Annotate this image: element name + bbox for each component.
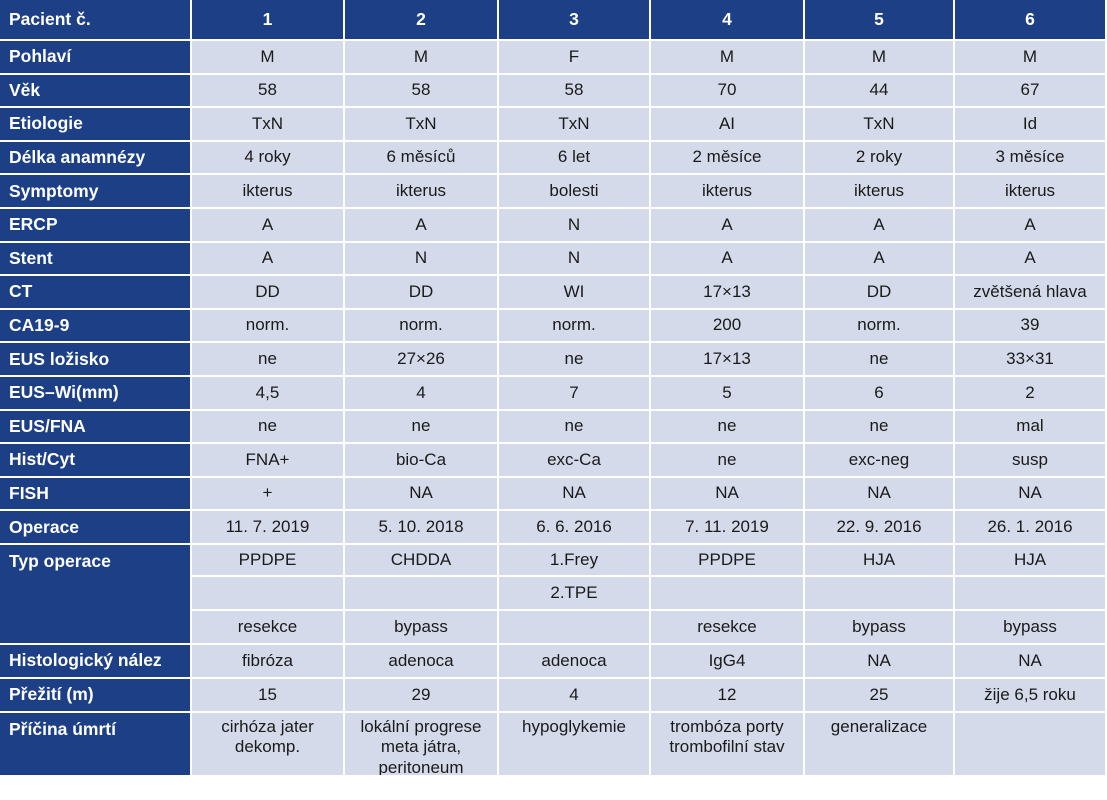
row-label: EUS/FNA [0, 411, 192, 445]
table-cell: 58 [192, 75, 345, 109]
table-cell: A [955, 243, 1107, 277]
table-cell: 6 let [499, 142, 651, 176]
row-label: Věk [0, 75, 192, 109]
table-cell: 2 roky [805, 142, 955, 176]
cell-line: trombofilní stav [669, 737, 785, 757]
table-cell: NA [345, 478, 499, 512]
table-cell: A [345, 209, 499, 243]
cell-line: trombóza porty [670, 716, 784, 736]
cell-line: dekomp. [234, 737, 301, 757]
table-cell: 3 měsíce [955, 142, 1107, 176]
table-cell: resekce [651, 611, 805, 645]
table-cell: HJA [805, 545, 955, 577]
table-cell: M [955, 41, 1107, 75]
table-cell [651, 577, 805, 611]
table-cell [805, 713, 955, 777]
table-cell: Id [955, 108, 1107, 142]
table-cell: exc-neg [805, 444, 955, 478]
table-cell: M [345, 41, 499, 75]
table-cell: HJA [955, 545, 1107, 577]
table-cell: NA [499, 478, 651, 512]
row-label: Etiologie [0, 108, 192, 142]
table-cell: 4 [499, 679, 651, 713]
table-cell: 25 [805, 679, 955, 713]
table-cell: ne [805, 343, 955, 377]
table-cell: adenoca [499, 645, 651, 679]
table-cell: bolesti [499, 175, 651, 209]
table-cell: TxN [192, 108, 345, 142]
table-cell: 4,5 [192, 377, 345, 411]
table-cell: 2 [955, 377, 1107, 411]
table-cell: NA [955, 478, 1107, 512]
table-cell: PPDPE [651, 545, 805, 577]
table-cell: A [192, 243, 345, 277]
table-cell: 67 [955, 75, 1107, 109]
table-cell: žije 6,5 roku [955, 679, 1107, 713]
table-cell: bypass [955, 611, 1107, 645]
table-cell: norm. [805, 310, 955, 344]
table-cell: adenoca [345, 645, 499, 679]
table-cell: TxN [805, 108, 955, 142]
row-label: Přežití (m) [0, 679, 192, 713]
table-cell: 4 [345, 377, 499, 411]
row-label: Operace [0, 511, 192, 545]
table-cell [345, 713, 499, 777]
header-patient-3: 3 [499, 0, 651, 41]
table-cell: ikterus [192, 175, 345, 209]
cell-line: meta játra, [380, 737, 462, 757]
table-cell: 22. 9. 2016 [805, 511, 955, 545]
table-cell: ne [499, 343, 651, 377]
table-cell: 5. 10. 2018 [345, 511, 499, 545]
row-label: Stent [0, 243, 192, 277]
cell-line: generalizace [830, 716, 928, 736]
table-cell: CHDDA [345, 545, 499, 577]
row-label-pricina-umrti: Příčina úmrtí [0, 713, 192, 777]
table-cell: zvětšená hlava [955, 276, 1107, 310]
table-cell: ne [192, 343, 345, 377]
table-cell: norm. [192, 310, 345, 344]
table-cell: 200 [651, 310, 805, 344]
table-cell: 1.Frey [499, 545, 651, 577]
table-cell: NA [805, 645, 955, 679]
table-cell: A [955, 209, 1107, 243]
table-cell: A [805, 209, 955, 243]
table-cell: ne [651, 411, 805, 445]
table-cell: A [192, 209, 345, 243]
row-label: Pohlaví [0, 41, 192, 75]
table-cell: NA [805, 478, 955, 512]
row-label-typ-operace: Typ operace [0, 545, 192, 645]
table-cell: TxN [499, 108, 651, 142]
table-cell: 26. 1. 2016 [955, 511, 1107, 545]
table-cell: 39 [955, 310, 1107, 344]
table-cell: NA [955, 645, 1107, 679]
table-cell: 6. 6. 2016 [499, 511, 651, 545]
table-cell: bio-Ca [345, 444, 499, 478]
table-cell: 17×13 [651, 276, 805, 310]
table-cell: M [805, 41, 955, 75]
row-label: CT [0, 276, 192, 310]
table-cell: IgG4 [651, 645, 805, 679]
table-cell: ne [499, 411, 651, 445]
header-patient-6: 6 [955, 0, 1107, 41]
table-cell: FNA+ [192, 444, 345, 478]
table-cell: susp [955, 444, 1107, 478]
table-cell: AI [651, 108, 805, 142]
table-cell: F [499, 41, 651, 75]
table-cell: 70 [651, 75, 805, 109]
row-label: Délka anamnézy [0, 142, 192, 176]
table-cell: + [192, 478, 345, 512]
table-cell: norm. [499, 310, 651, 344]
table-cell [499, 713, 651, 777]
table-cell: DD [345, 276, 499, 310]
header-patient-2: 2 [345, 0, 499, 41]
table-cell: 6 [805, 377, 955, 411]
table-cell: 7 [499, 377, 651, 411]
table-cell: ne [192, 411, 345, 445]
table-cell [499, 611, 651, 645]
table-cell [345, 577, 499, 611]
table-cell: N [499, 243, 651, 277]
table-cell: 2.TPE [499, 577, 651, 611]
table-cell: ne [345, 411, 499, 445]
table-cell: WI [499, 276, 651, 310]
table-cell: fibróza [192, 645, 345, 679]
header-patient-1: 1 [192, 0, 345, 41]
table-cell: A [651, 209, 805, 243]
table-cell: A [805, 243, 955, 277]
cell-line: cirhóza jater [221, 716, 314, 736]
row-label: ERCP [0, 209, 192, 243]
cell-line: hypoglykemie [522, 716, 626, 736]
table-cell [192, 577, 345, 611]
table-cell: A [651, 243, 805, 277]
table-cell: TxN [345, 108, 499, 142]
table-cell: 15 [192, 679, 345, 713]
table-cell [955, 713, 1107, 777]
table-cell: ne [651, 444, 805, 478]
table-cell: NA [651, 478, 805, 512]
row-label: Histologický nález [0, 645, 192, 679]
table-cell [651, 713, 805, 777]
table-cell: ikterus [651, 175, 805, 209]
table-cell: norm. [345, 310, 499, 344]
table-cell: DD [192, 276, 345, 310]
row-label: Hist/Cyt [0, 444, 192, 478]
row-label: CA19-9 [0, 310, 192, 344]
table-cell: 29 [345, 679, 499, 713]
table-cell: bypass [345, 611, 499, 645]
header-patient-5: 5 [805, 0, 955, 41]
table-cell: 58 [499, 75, 651, 109]
cell-line: lokální progrese [360, 716, 482, 736]
table-cell: M [192, 41, 345, 75]
table-cell: 7. 11. 2019 [651, 511, 805, 545]
table-cell: bypass [805, 611, 955, 645]
table-cell: mal [955, 411, 1107, 445]
table-cell: ikterus [345, 175, 499, 209]
table-cell [955, 577, 1107, 611]
row-label: FISH [0, 478, 192, 512]
table-cell: PPDPE [192, 545, 345, 577]
table-cell: 11. 7. 2019 [192, 511, 345, 545]
table-cell: ne [805, 411, 955, 445]
table-cell: 44 [805, 75, 955, 109]
table-cell: N [345, 243, 499, 277]
cell-line: peritoneum [378, 757, 464, 777]
row-label: EUS–Wi(mm) [0, 377, 192, 411]
table-cell: 33×31 [955, 343, 1107, 377]
table-cell: 2 měsíce [651, 142, 805, 176]
table-cell [805, 577, 955, 611]
table-cell: DD [805, 276, 955, 310]
table-cell: 4 roky [192, 142, 345, 176]
table-cell: ikterus [955, 175, 1107, 209]
table-cell: 12 [651, 679, 805, 713]
table-cell: 6 měsíců [345, 142, 499, 176]
header-patient-4: 4 [651, 0, 805, 41]
header-label: Pacient č. [0, 0, 192, 41]
table-cell: N [499, 209, 651, 243]
table-cell: exc-Ca [499, 444, 651, 478]
table-cell: 27×26 [345, 343, 499, 377]
row-label: Symptomy [0, 175, 192, 209]
table-cell: M [651, 41, 805, 75]
table-cell: resekce [192, 611, 345, 645]
row-label: EUS ložisko [0, 343, 192, 377]
table-cell [192, 713, 345, 777]
table-cell: 58 [345, 75, 499, 109]
table-cell: ikterus [805, 175, 955, 209]
table-cell: 5 [651, 377, 805, 411]
table-cell: 17×13 [651, 343, 805, 377]
